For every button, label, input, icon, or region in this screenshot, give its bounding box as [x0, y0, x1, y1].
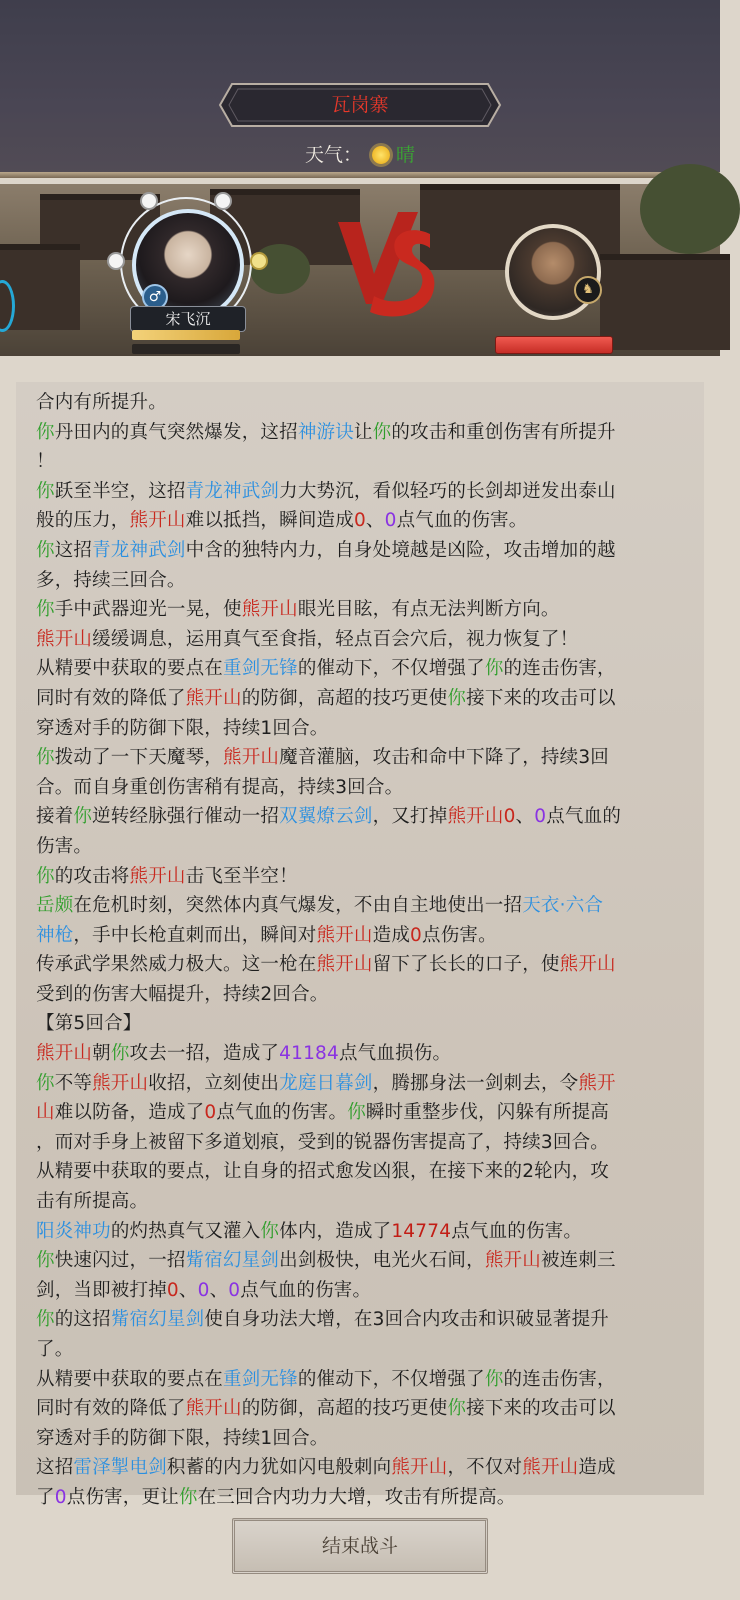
log-line: [36, 536, 686, 566]
log-segment: 丹田内的真气突然爆发，这招: [54, 421, 298, 443]
location-header: [0, 0, 720, 178]
log-segment: 积蓄的内力犹如闪电般刺向: [166, 1457, 392, 1479]
log-segment: 点气血的伤害。: [240, 1279, 372, 1301]
log-line: [36, 1009, 686, 1039]
log-line: [36, 1039, 686, 1069]
log-segment: 0: [54, 1486, 67, 1508]
log-segment: 这招: [54, 539, 93, 561]
log-segment: 你: [447, 1398, 467, 1420]
log-segment: 点气血的: [546, 806, 622, 828]
log-segment: 、: [178, 1279, 198, 1301]
log-segment: 重剑无锋: [223, 658, 298, 680]
log-segment: 使自身功法大增，在3回合内攻击和识破显著提升: [204, 1309, 610, 1331]
weather-row: [0, 140, 720, 170]
log-segment: 般的压力，: [36, 510, 130, 532]
log-segment: 雷泽掣电剑: [73, 1457, 167, 1479]
log-segment: 你: [447, 687, 467, 709]
log-segment: 的灼热真气又灌入: [110, 1220, 261, 1242]
versus-icon: [330, 204, 440, 324]
log-segment: 同时有效的降低了: [36, 687, 186, 709]
log-line: [36, 684, 686, 714]
log-segment: 、: [209, 1279, 229, 1301]
log-segment: 逆转经脉强行催动一招: [92, 806, 280, 828]
log-line: [36, 832, 686, 862]
battle-log[interactable]: [16, 382, 704, 1508]
log-segment: 快速闪过，一招: [54, 1250, 186, 1272]
log-line: [36, 862, 686, 892]
log-segment: 神游诀: [297, 421, 354, 443]
log-segment: 熊开: [578, 1072, 616, 1094]
log-segment: 你: [36, 1250, 55, 1272]
log-line: [36, 388, 686, 418]
log-segment: 接下来的攻击可以: [466, 687, 616, 709]
log-segment: 穿透对手的防御下限，持续1回合。: [36, 717, 329, 739]
log-line: [36, 1335, 686, 1365]
log-line: [36, 566, 686, 596]
log-segment: 熊开山: [522, 1457, 579, 1479]
log-line: [36, 506, 686, 536]
log-segment: 点伤害。: [422, 924, 497, 946]
log-segment: 拨动了一下天魔琴，: [54, 747, 224, 769]
log-segment: 魔音灌脑，攻击和命中下降了，持续3回: [279, 747, 609, 769]
log-segment: 你: [484, 1368, 504, 1390]
log-segment: 你: [110, 1043, 130, 1065]
log-segment: ！: [36, 451, 55, 473]
log-segment: 瞬时重整步伐，闪躲有所提高: [365, 1102, 610, 1124]
log-segment: 熊开山: [92, 1072, 149, 1094]
log-line: [36, 418, 686, 448]
beast-icon: ♞: [574, 276, 602, 304]
log-segment: ，又打掉: [372, 806, 448, 828]
log-segment: 你: [36, 480, 55, 502]
log-segment: 被连刺三: [540, 1250, 616, 1272]
log-segment: 你: [36, 747, 55, 769]
log-segment: 缓缓调息，运用真气至食指，轻点百会穴后，视力恢复了！: [92, 628, 579, 650]
log-segment: 你: [36, 421, 55, 443]
log-segment: 点气血的伤害。: [216, 1102, 348, 1124]
log-line: [36, 1217, 686, 1247]
log-segment: 接下来的攻击可以: [466, 1398, 616, 1420]
log-segment: 在三回合内功力大增，攻击有所提高。: [197, 1486, 516, 1508]
log-segment: 的防御，高超的技巧更使: [241, 687, 448, 709]
log-segment: 让: [353, 421, 373, 443]
log-segment: 你: [36, 1072, 55, 1094]
log-segment: 0: [204, 1102, 217, 1124]
log-segment: 不等: [54, 1072, 93, 1094]
log-segment: 你: [484, 658, 504, 680]
log-segment: 熊开山: [185, 687, 242, 709]
log-line: [36, 447, 686, 477]
log-segment: 从精要中获取的要点在: [36, 658, 224, 680]
log-line: [36, 477, 686, 507]
log-segment: 点气血的伤害。: [451, 1220, 583, 1242]
enemy-portrait[interactable]: [505, 224, 601, 320]
log-segment: ，而对手身上被留下多道划痕，受到的锐器伤害提高了，持续3回合。: [36, 1131, 609, 1153]
sun-icon: [372, 146, 390, 164]
log-segment: 熊开山: [316, 924, 373, 946]
log-segment: 你: [347, 1102, 366, 1124]
log-segment: ，腾挪身法一剑刺去，令: [372, 1072, 579, 1094]
log-line: [36, 1157, 686, 1187]
log-segment: 造成: [372, 924, 411, 946]
player-name: 宋飞沉: [130, 306, 246, 332]
log-segment: 龙庭日暮剑: [279, 1072, 373, 1094]
log-segment: 你: [36, 1309, 55, 1331]
log-line: [36, 654, 686, 684]
log-segment: 合内有所提升。: [36, 392, 167, 413]
end-battle-button[interactable]: 结束战斗: [232, 1518, 488, 1574]
log-segment: 熊开山: [223, 747, 280, 769]
log-segment: 从精要中获取的要点，让自身的招式愈发凶狠，在接下来的2轮内，攻: [36, 1161, 609, 1183]
log-segment: 力大势沉，看似轻巧的长剑却迸发出泰山: [279, 480, 616, 502]
log-segment: 天衣·六合: [522, 895, 604, 917]
log-line: [36, 1453, 686, 1483]
log-segment: 、: [515, 806, 535, 828]
log-segment: 朝: [92, 1043, 111, 1065]
log-segment: 点气血损伤。: [338, 1043, 452, 1065]
log-line: [36, 1098, 686, 1128]
log-segment: 你: [178, 1486, 198, 1508]
log-segment: 穿透对手的防御下限，持续1回合。: [36, 1427, 329, 1449]
weather-label: 天气：: [304, 144, 362, 166]
log-segment: 你: [260, 1220, 280, 1242]
log-line: [36, 1246, 686, 1276]
battle-arena: [0, 184, 720, 356]
log-segment: ，手中长枪直刺而出，瞬间对: [73, 924, 317, 946]
log-segment: 双翼燎云剑: [279, 806, 373, 828]
log-segment: 【第5回合】: [36, 1013, 142, 1035]
log-segment: 14774: [391, 1220, 452, 1242]
player-mp-bar: [132, 344, 240, 354]
log-segment: 重剑无锋: [223, 1368, 298, 1390]
log-segment: 点气血的伤害。: [396, 510, 528, 532]
log-line: [36, 595, 686, 625]
log-segment: 0: [384, 510, 397, 532]
player-hp-bar: [132, 330, 240, 340]
log-segment: ，不仅对: [447, 1457, 523, 1479]
log-segment: 熊开山: [36, 1043, 93, 1065]
log-segment: 留下了长长的口子，使: [372, 954, 560, 976]
log-segment: 中含的独特内力，自身处境越是凶险，攻击增加的越: [185, 539, 616, 561]
log-segment: 受到的伤害大幅提升，持续2回合。: [36, 983, 329, 1005]
log-segment: 多，持续三回合。: [36, 569, 186, 591]
log-segment: 山: [36, 1102, 55, 1124]
log-segment: 0: [503, 806, 516, 828]
log-line: [36, 921, 686, 951]
log-segment: 岳颇: [36, 895, 74, 917]
log-line: [36, 950, 686, 980]
log-segment: 收招，立刻使出: [148, 1072, 280, 1094]
log-line: [36, 773, 686, 803]
log-segment: 青龙神武剑: [185, 480, 280, 502]
log-segment: 阳炎神功: [36, 1220, 111, 1242]
log-segment: 合。而自身重创伤害稍有提高，持续3回合。: [36, 776, 404, 798]
log-segment: 眼光目眩，有点无法判断方向。: [297, 599, 560, 621]
log-segment: 体内，造成了: [279, 1220, 392, 1242]
log-segment: 这招: [36, 1457, 74, 1479]
log-line: [36, 1365, 686, 1395]
log-segment: 的这招: [54, 1309, 111, 1331]
male-icon: ♂: [142, 284, 168, 310]
log-line: [36, 743, 686, 773]
log-segment: 0: [166, 1279, 179, 1301]
log-segment: 熊开山: [316, 954, 373, 976]
log-segment: 伤害。: [36, 835, 93, 857]
log-segment: 熊开山: [129, 510, 186, 532]
log-segment: 熊开山: [484, 1250, 541, 1272]
location-title: 瓦岗寨: [331, 94, 389, 116]
log-segment: 点伤害，更让: [66, 1486, 179, 1508]
log-line: [36, 1394, 686, 1424]
log-segment: 、: [365, 510, 385, 532]
log-segment: 的防御，高超的技巧更使: [241, 1398, 448, 1420]
log-segment: 攻去一招，造成了: [129, 1043, 280, 1065]
log-line: [36, 1424, 686, 1454]
log-segment: 击飞至半空！: [185, 865, 298, 887]
log-segment: 了: [36, 1486, 55, 1508]
log-line: [36, 1483, 686, 1513]
log-segment: 出剑极快，电光火石间，: [279, 1250, 485, 1272]
log-segment: 难以抵挡，瞬间造成: [185, 510, 354, 532]
log-line: [36, 891, 686, 921]
log-segment: 熊开山: [129, 865, 186, 887]
log-segment: 青龙神武剑: [92, 539, 186, 561]
log-segment: 0: [410, 924, 423, 946]
log-segment: 41184: [279, 1043, 339, 1065]
log-segment: 熊开山: [241, 599, 298, 621]
log-segment: 0: [353, 510, 366, 532]
log-segment: 的催动下，不仅增强了: [297, 1368, 485, 1390]
log-line: [36, 1069, 686, 1099]
log-segment: 击有所提高。: [36, 1191, 149, 1213]
log-segment: 0: [197, 1279, 210, 1301]
log-line: [36, 1305, 686, 1335]
log-segment: 你: [36, 599, 55, 621]
log-segment: 的连击伤害，: [503, 658, 616, 680]
log-segment: 神枪: [36, 924, 74, 946]
log-segment: 的催动下，不仅增强了: [297, 658, 485, 680]
log-segment: 从精要中获取的要点在: [36, 1368, 224, 1390]
log-line: [36, 625, 686, 655]
log-segment: 熊开山: [185, 1398, 242, 1420]
log-segment: 你: [372, 421, 392, 443]
log-segment: 觜宿幻星剑: [185, 1250, 280, 1272]
log-segment: 传承武学果然威力极大。这一枪在: [36, 954, 317, 976]
log-segment: 熊开山: [391, 1457, 448, 1479]
log-line: [36, 714, 686, 744]
log-segment: 0: [534, 806, 547, 828]
log-segment: 熊开山: [447, 806, 504, 828]
enemy-hp-bar: [495, 336, 613, 354]
log-segment: 熊开山: [36, 628, 93, 650]
log-segment: 造成: [578, 1457, 616, 1479]
log-line: [36, 980, 686, 1010]
log-segment: 接着: [36, 806, 74, 828]
log-segment: 0: [228, 1279, 241, 1301]
log-segment: 跃至半空，这招: [54, 480, 186, 502]
location-title-plate: [218, 82, 502, 128]
log-segment: 了。: [36, 1339, 74, 1360]
log-segment: 同时有效的降低了: [36, 1398, 186, 1420]
log-line: [36, 1128, 686, 1158]
log-line: [36, 1276, 686, 1306]
log-segment: 你: [73, 806, 93, 828]
log-segment: 的连击伤害，: [503, 1368, 616, 1390]
weather-value: 晴: [396, 144, 416, 166]
log-segment: 的攻击和重创伤害有所提升: [391, 421, 616, 443]
log-segment: 在危机时刻，突然体内真气爆发，不由自主地使出一招: [73, 895, 523, 917]
log-segment: 的攻击将: [54, 865, 130, 887]
log-segment: 觜宿幻星剑: [110, 1309, 205, 1331]
log-segment: 熊开山: [559, 954, 616, 976]
log-segment: 难以防备，造成了: [54, 1102, 205, 1124]
log-segment: 你: [36, 865, 55, 887]
log-line: [36, 802, 686, 832]
log-segment: 手中武器迎光一晃，使: [54, 599, 242, 621]
log-segment: 剑，当即被打掉: [36, 1279, 167, 1301]
log-segment: 你: [36, 539, 55, 561]
log-line: [36, 1187, 686, 1217]
